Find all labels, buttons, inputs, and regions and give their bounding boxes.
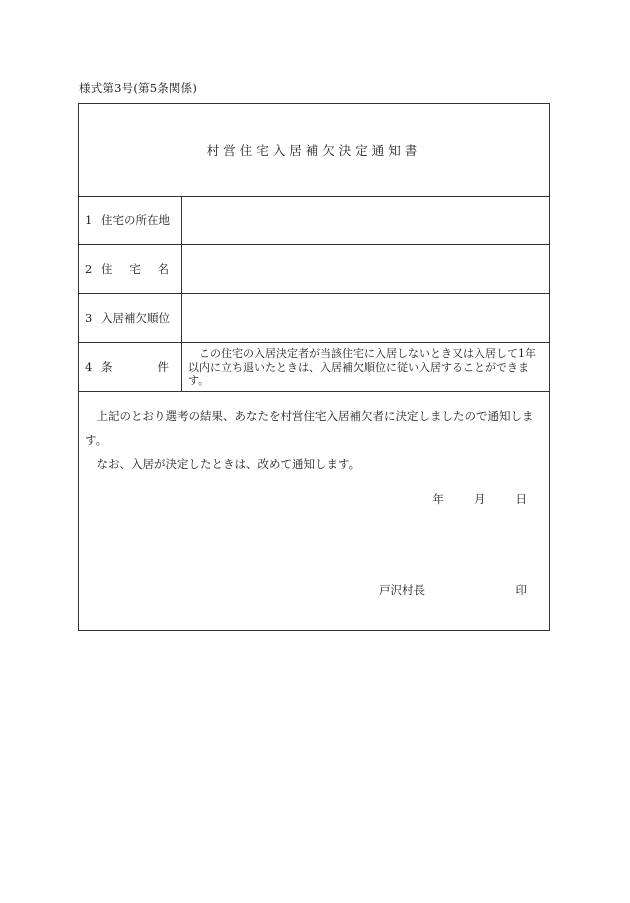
row-location (79, 196, 549, 245)
row-label (79, 245, 182, 293)
housing-name-value[interactable] (182, 245, 549, 293)
date-line (433, 491, 528, 507)
row-number: 1 (85, 213, 93, 227)
body-paragraph-1: 上記のとおり選考の結果、あなたを村営住宅入居補欠者に決定しましたので通知します。 (85, 409, 534, 447)
row-label (79, 294, 182, 342)
body-paragraph-2: なお、入居が決定したときは、改めて通知します。 (96, 457, 361, 471)
row-number: 3 (85, 311, 93, 325)
seal-mark: 印 (515, 583, 527, 597)
conditions-text: この住宅の入居決定者が当該住宅に入居しないとき又は入居して1年以内に立ち退いたときは、入居補欠順位に従い入居することができます。 (188, 347, 536, 387)
conditions-value (182, 343, 549, 391)
row-label (79, 343, 182, 391)
label-text: 住 宅 名 (101, 262, 169, 276)
row-number: 2 (85, 262, 93, 276)
notice-body (85, 404, 543, 476)
row-label (79, 196, 182, 244)
waitlist-rank-value[interactable] (182, 294, 549, 342)
month-label: 月 (474, 492, 486, 506)
label-text: 入居補欠順位 (101, 311, 170, 325)
issuer-name: 戸沢村長 (379, 583, 425, 597)
notice-form (78, 103, 550, 631)
row-conditions (79, 343, 549, 392)
year-label: 年 (432, 492, 444, 506)
form-number: 様式第3号(第5条関係) (79, 81, 198, 95)
row-number: 4 (85, 360, 93, 374)
row-waitlist-rank (79, 294, 549, 343)
document-title: 村営住宅入居補欠決定通知書 (79, 104, 549, 197)
row-housing-name (79, 245, 549, 294)
day-label: 日 (515, 492, 527, 506)
location-value[interactable] (182, 196, 549, 244)
label-text: 住宅の所在地 (101, 213, 170, 227)
label-text: 条 件 (101, 360, 169, 374)
signature-line (379, 582, 527, 598)
